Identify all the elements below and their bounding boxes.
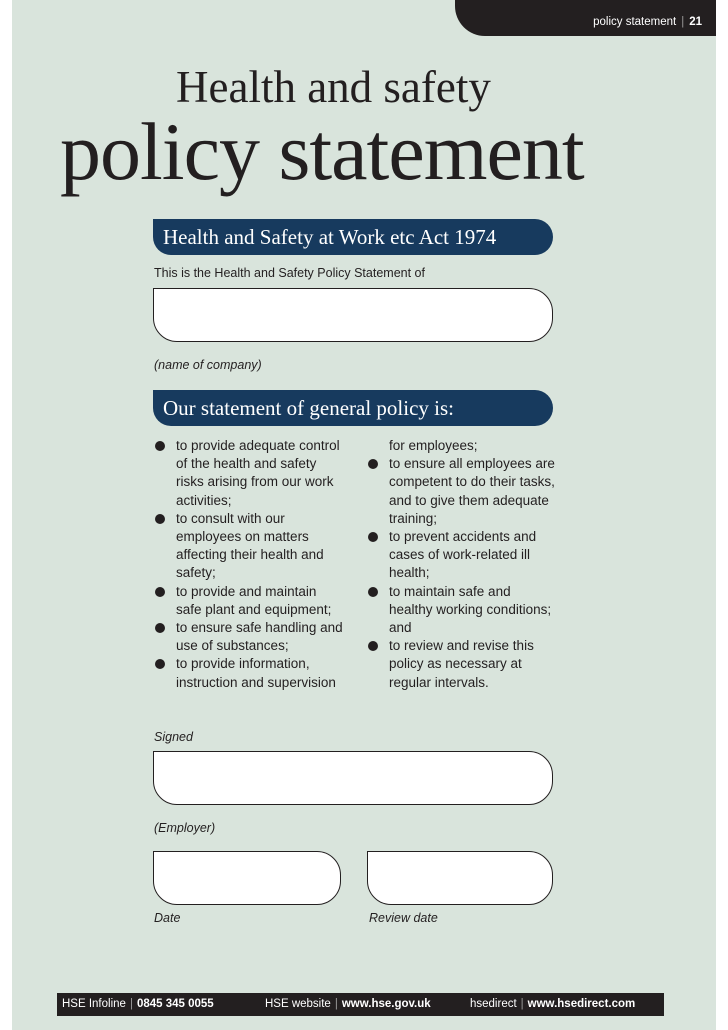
act-heading: Health and Safety at Work etc Act 1974	[153, 219, 553, 255]
bullet-dot	[368, 459, 378, 469]
company-name-label: (name of company)	[154, 358, 262, 372]
section-name: policy statement	[593, 16, 677, 28]
date-label: Date	[154, 911, 181, 925]
bullet-dot	[155, 441, 165, 451]
review-date-label: Review date	[369, 911, 438, 925]
policy-bullet: to maintain safe and healthy working conditions; and	[367, 583, 557, 638]
policy-bullet: to provide and maintain safe plant and equipment;	[154, 583, 344, 619]
bullet-dot	[368, 641, 378, 651]
policy-bullet: to consult with our employees on matters affecting their health and safety;	[154, 510, 344, 583]
policy-bullet: to review and revise this policy as necessary at regular intervals.	[367, 637, 557, 692]
intro-text: This is the Health and Safety Policy Statement of	[154, 266, 425, 280]
policy-bullet: to ensure safe handling and use of substances;	[154, 619, 344, 655]
policy-column-1	[154, 437, 344, 692]
bullet-dot	[368, 532, 378, 542]
policy-continuation: for employees;	[389, 438, 478, 453]
title-line-1: Health and safety	[176, 62, 491, 112]
company-name-field[interactable]	[153, 288, 553, 342]
signed-label: Signed	[154, 730, 193, 744]
policy-bullet: to provide adequate control of the health and safety risks arising from our work activities;	[154, 437, 344, 510]
policy-column-2	[367, 437, 557, 692]
footer-infoline: HSE Infoline | 0845 345 0055	[62, 998, 214, 1010]
footer-hsedirect: hsedirect | www.hsedirect.com	[470, 998, 636, 1010]
infoline-number: 0845 345 0055	[136, 998, 214, 1010]
page-header-tab	[455, 0, 716, 36]
footer-bar	[57, 993, 664, 1016]
policy-bullet: to provide information, instruction and supervision	[154, 655, 344, 691]
signature-field[interactable]	[153, 751, 553, 805]
bullet-dot	[155, 623, 165, 633]
employer-label: (Employer)	[154, 821, 216, 835]
bullet-dot	[155, 659, 165, 669]
date-field[interactable]	[153, 851, 341, 905]
title-line-2: policy statement	[60, 106, 584, 197]
header-separator: |	[681, 16, 685, 28]
bullet-dot	[155, 587, 165, 597]
website-link[interactable]: www.hse.gov.uk	[341, 998, 431, 1010]
policy-heading: Our statement of general policy is:	[153, 390, 553, 426]
review-date-field[interactable]	[367, 851, 553, 905]
policy-bullet: to prevent accidents and cases of work-related ill health;	[367, 528, 557, 583]
bullet-dot	[155, 514, 165, 524]
bullet-dot	[368, 587, 378, 597]
page-number: 21	[689, 16, 702, 28]
policy-bullet: to ensure all employees are competent to do their tasks, and to give them adequate training;	[367, 455, 557, 528]
hsedirect-link[interactable]: www.hsedirect.com	[527, 998, 636, 1010]
footer-website: HSE website | www.hse.gov.uk	[265, 998, 431, 1010]
